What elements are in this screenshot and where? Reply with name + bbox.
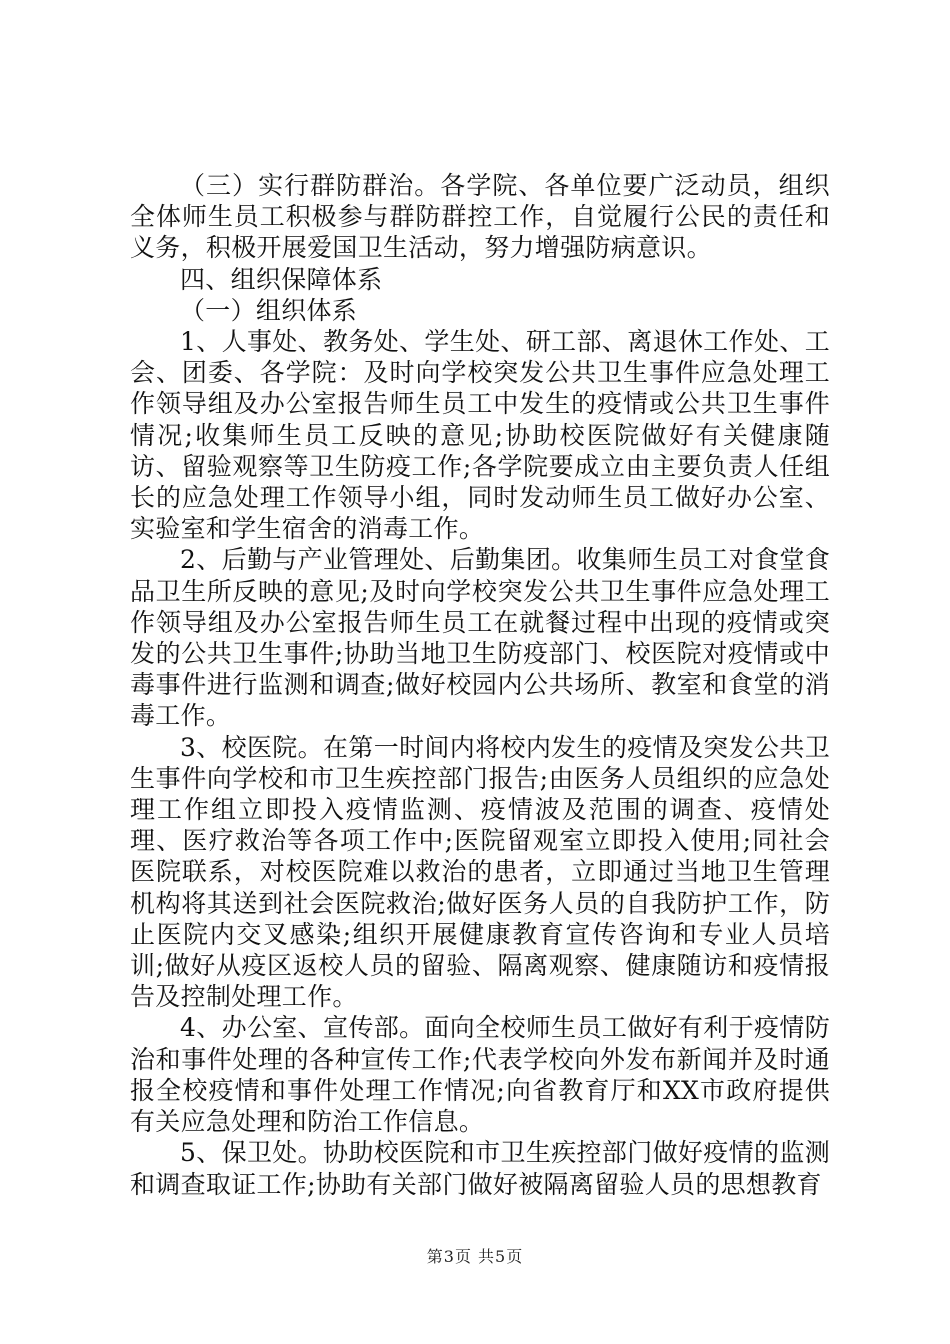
paragraph-item-4: 4、办公室、宣传部。面向全校师生员工做好有利于疫情防治和事件处理的各种宣传工作;代表学校向外发布新闻并及时通报全校疫情和事件处理工作情况;向省教育厅和XX市政府提供有关应急处理和防治工作信息。 xyxy=(130,1013,830,1137)
paragraph-item-1: 1、人事处、教务处、学生处、研工部、离退休工作处、工会、团委、各学院：及时向学校突发公共卫生事件应急处理工作领导组及办公室报告师生员工中发生的疫情或公共卫生事件情况;收集师生员工反映的意见;协助校医院做好有关健康随访、留验观察等卫生防疫工作;各学院要成立由主要负责人任组长的应急处理工作领导小组，同时发动师生员工做好办公室、实验室和学生宿舍的消毒工作。 xyxy=(130,327,830,544)
section-heading-organization: 四、组织保障体系 xyxy=(180,264,383,294)
subsection-heading-organization-system: （一）组织体系 xyxy=(180,295,358,325)
paragraph-mass-prevention: （三）实行群防群治。各学院、各单位要广泛动员，组织全体师生员工积极参与群防群控工作，自觉履行公民的责任和义务，积极开展爱国卫生活动，努力增强防病意识。 xyxy=(130,171,830,263)
paragraph-item-2: 2、后勤与产业管理处、后勤集团。收集师生员工对食堂食品卫生所反映的意见;及时向学校突发公共卫生事件应急处理工作领导组及办公室报告师生员工在就餐过程中出现的疫情或突发的公共卫生事件;协助当地卫生防疫部门、校医院对疫情或中毒事件进行监测和调查;做好校园内公共场所、教室和食堂的消毒工作。 xyxy=(130,545,830,731)
document-body xyxy=(130,170,830,1200)
paragraph-item-3: 3、校医院。在第一时间内将校内发生的疫情及突发公共卫生事件向学校和市卫生疾控部门报告;由医务人员组织的应急处理工作组立即投入疫情监测、疫情波及范围的调查、疫情处理、医疗救治等各项工作中;医院留观室立即投入使用;同社会医院联系，对校医院难以救治的患者，立即通过当地卫生管理机构将其送到社会医院救治;做好医务人员的自我防护工作，防止医院内交叉感染;组织开展健康教育宣传咨询和专业人员培训;做好从疫区返校人员的留验、隔离观察、健康随访和疫情报告及控制处理工作。 xyxy=(130,732,830,1012)
paragraph-item-5: 5、保卫处。协助校医院和市卫生疾控部门做好疫情的监测和调查取证工作;协助有关部门做好被隔离留验人员的思想教育 xyxy=(130,1138,830,1199)
page-number-footer: 第3页 共5页 xyxy=(426,1247,524,1266)
